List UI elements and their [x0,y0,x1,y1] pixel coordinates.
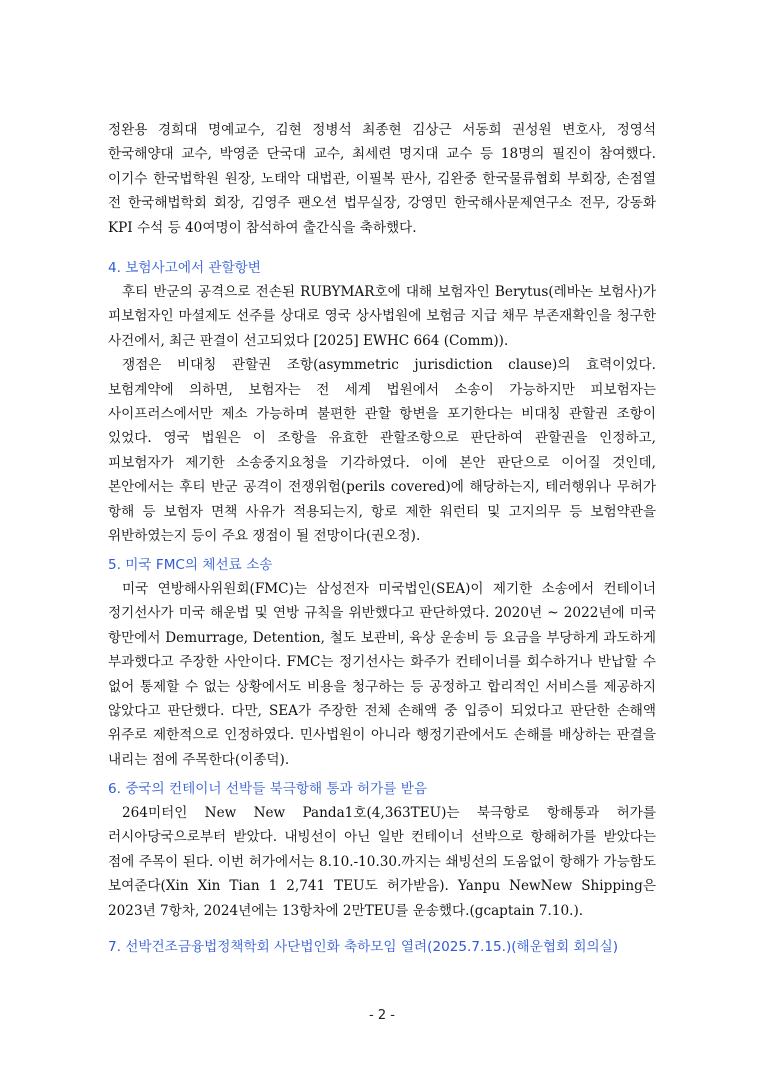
section-heading: 6. 중국의 컨테이너 선박들 북극항해 통과 허가를 받음 [108,781,427,797]
section-paragraph: 264미터인 New New Panda1호(4,363TEU)는 북극항로 항해통과 허가를 러시아당국으로부터 받았다. 내빙선이 아닌 일반 컨테이너 선박으로 항해허가를 받았다는 점에 주목이 된다. 이번 허가에서는 8.10.-10.30.까지는 쇄빙선의 도움없이 항해가 가능함도 보여준다(Xin Xin Tian 1 2,741 TEU도 허가받음). Yanpu NewNew Shipping은 2023년 7항차, 2024년에는 13항차에 2만TEU를 운송했다.(gcaptain 7.10.). [108,805,656,919]
section-paragraph: 쟁점은 비대칭 관할권 조항(asymmetric jurisdiction clause)의 효력이었다. 보험계약에 의하면, 보험자는 전 세계 법원에서 소송이 가능하지만 피보험자는 사이프러스에서만 제소 가능하며 불편한 관할 항변을 포기한다는 비대칭 관할권 조항이 있었다. 영국 법원은 이 조항을 유효한 관할조항으로 판단하여 관할권을 인정하고, 피보험자가 제기한 소송중지요청을 기각하였다. 이에 본안 판단으로 이어질 것인데, 본안에서는 후티 반군 공격이 전쟁위험(perils covered)에 해당하는지, 테러행위나 무허가 항해 등 보험자 면책 사유가 적용되는지, 항로 제한 워런티 및 고지의무 등 보험약관을 위반하였는지 등이 주요 쟁점이 될 전망이다(권오정). [108,357,656,545]
page-number: - 2 - [369,1008,395,1023]
section-heading: 5. 미국 FMC의 체선료 소송 [108,557,273,573]
section-paragraph: 미국 연방해사위원회(FMC)는 삼성전자 미국법인(SEA)이 제기한 소송에서 컨테이너 정기선사가 미국 해운법 및 연방 규칙을 위반했다고 판단하였다. 2020년 ~ 2022년에 미국 항만에서 Demurrage, Detention, 철도 보관비, 육상 운송비 등 요금을 부당하게 과도하게 부과했다고 주장한 사안이다. FMC는 정기선사는 화주가 컨테이너를 회수하거나 반납할 수 없어 통제할 수 없는 상황에서도 비용을 청구하는 등 공정하고 합리적인 서비스를 제공하지 않았다고 판단했다. 다만, SEA가 주장한 전체 손해액 중 입증이 되었다고 판단한 손해액 위주로 제한적으로 인정하였다. 민사법원이 아니라 행정기관에서도 손해를 배상하는 판결을 내리는 점에 주목한다(이종덕). [108,581,656,768]
section-body [108,280,656,548]
section-body [108,577,656,772]
section-paragraph: 후티 반군의 공격으로 전손된 RUBYMAR호에 대해 보험자인 Berytus(레바논 보험사)가 피보험자인 마셜제도 선주를 상대로 영국 상사법원에 보험금 지급 채무 부존재확인을 청구한 사건에서, 최근 판결이 선고되었다 [2025] EWHC 664 (Comm)). [108,284,656,349]
intro-text: 정완용 경희대 명예교수, 김현 정병석 최종현 김상근 서동희 권성원 변호사, 정영석 한국해양대 교수, 박영준 단국대 교수, 최세련 명지대 교수 등 18명의 필진이 참여했다. 이기수 한국법학원 원장, 노태악 대법관, 이필복 판사, 김완중 한국물류협회 부회장, 손점열 전 한국해법학회 회장, 김영주 팬오션 법무실장, 강영민 한국해사문제연구소 전무, 강동화 KPI 수석 등 40여명이 참석하여 출간식을 축하했다. [108,122,656,236]
section-heading: 7. 선박건조금융법정책학회 사단법인화 축하모임 열려(2025.7.15.)(해운협회 회의실) [108,939,619,955]
section-heading: 4. 보험사고에서 관할항변 [108,260,261,276]
section-body [108,801,656,923]
intro-paragraph [108,118,656,240]
